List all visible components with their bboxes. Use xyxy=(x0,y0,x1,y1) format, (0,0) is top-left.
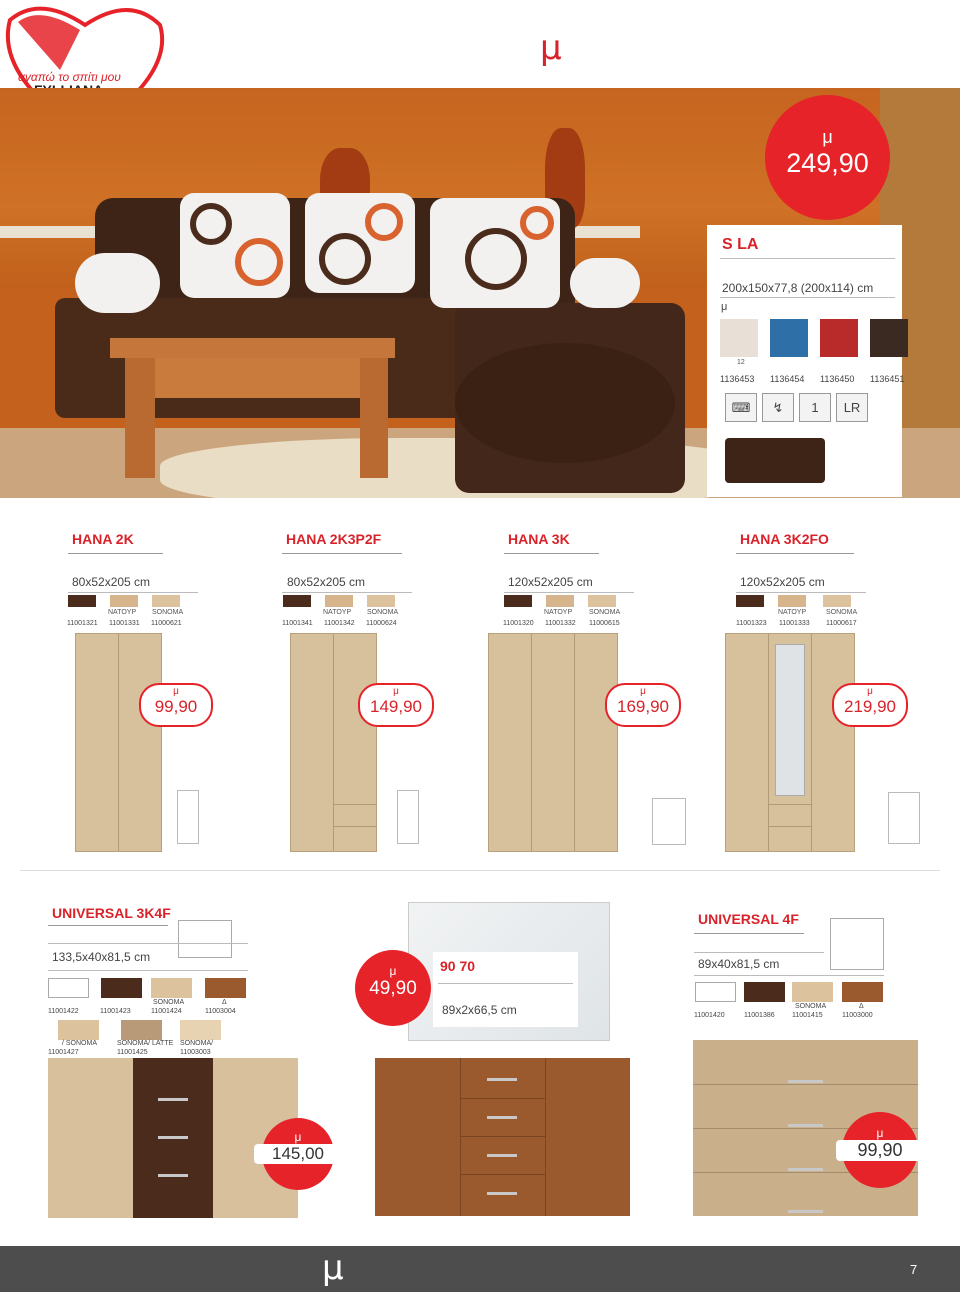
mirror-price-badge xyxy=(355,950,431,1026)
chip-label-sonoma: SONOMA xyxy=(152,609,184,616)
fabric-number: 12 xyxy=(737,359,745,366)
price-value: 169,90 xyxy=(617,697,669,716)
sofa-mu-label: μ xyxy=(721,301,728,313)
product-code: 11001342 xyxy=(324,620,355,627)
fabric-code: 1136454 xyxy=(770,374,805,384)
product-code: 11001331 xyxy=(109,620,140,627)
product-code: 11000617 xyxy=(826,620,857,627)
logo-tagline: αγαπώ το σπίτι μου xyxy=(18,70,121,84)
universal-3k4f-price-badge xyxy=(262,1118,334,1190)
chip-label-natoyp: NATOYP xyxy=(108,609,137,616)
fabric-swatch xyxy=(820,319,858,357)
number-one-icon: 1 xyxy=(799,393,831,422)
color-chip-wenge xyxy=(283,595,311,607)
chip-label-natoyp: NATOYP xyxy=(544,609,573,616)
universal-4f-title: UNIVERSAL 4F xyxy=(698,911,799,927)
chip-label-sonoma: SONOMA xyxy=(795,1003,827,1010)
price-mu: μ xyxy=(876,1126,884,1140)
chip-label-sonoma: SONOMA xyxy=(589,609,621,616)
color-chip-sonoma xyxy=(588,595,616,607)
product-code: 11001333 xyxy=(779,620,810,627)
product-code: 11001420 xyxy=(694,1012,725,1019)
left-right-icon: LR xyxy=(836,393,868,422)
universal-3k4f-title: UNIVERSAL 3K4F xyxy=(52,905,171,921)
chip-label: / SONOMA xyxy=(62,1040,98,1047)
color-chip-wenge xyxy=(68,595,96,607)
chip-label: SONOMA/ xyxy=(180,1040,214,1047)
fabric-number: 15 xyxy=(837,359,845,366)
footer-title: μ xyxy=(322,1248,344,1288)
color-chip-sonoma xyxy=(367,595,395,607)
product-code: 11001320 xyxy=(503,620,534,627)
wardrobe-image xyxy=(725,633,855,852)
color-chip-wenge xyxy=(736,595,764,607)
color-chip-sonoma-latte xyxy=(121,1020,162,1040)
wardrobe-price-badge xyxy=(605,683,681,727)
product-code: 11001323 xyxy=(736,620,767,627)
wardrobe-dimensions: 80x52x205 cm xyxy=(72,575,151,589)
page-title: μ xyxy=(540,28,562,68)
color-chip-sonoma xyxy=(792,982,833,1002)
wardrobe-dimensions: 80x52x205 cm xyxy=(287,575,366,589)
product-code: 11000615 xyxy=(589,620,620,627)
price-mu: μ xyxy=(640,686,646,697)
wardrobe-price-badge xyxy=(358,683,434,727)
price-value: 49,90 xyxy=(369,978,417,999)
product-code: 11001332 xyxy=(545,620,576,627)
product-code: 11001427 xyxy=(48,1049,79,1056)
sideboard-thumbnail xyxy=(178,920,232,958)
color-chip-sonoma xyxy=(823,595,851,607)
price-value: 149,90 xyxy=(370,697,422,716)
color-chip-sonoma xyxy=(152,595,180,607)
footer-bar xyxy=(0,1246,960,1292)
wardrobe-title: HANA 2K3P2F xyxy=(286,531,382,547)
color-chip-sonoma xyxy=(151,978,192,998)
wardrobe-image xyxy=(75,633,162,852)
color-chip-natoyp xyxy=(546,595,574,607)
wardrobe-title: HANA 3K xyxy=(508,531,570,547)
price-mu: μ xyxy=(173,686,179,697)
fabric-swatch xyxy=(870,319,908,357)
product-code: 11001415 xyxy=(792,1012,823,1019)
sofa-bed-thumbnail xyxy=(725,438,825,483)
sofa-price-value: 249,90 xyxy=(786,148,869,178)
universal-4f-price-badge xyxy=(842,1112,918,1188)
product-code: 11003004 xyxy=(205,1008,236,1015)
price-mu: μ xyxy=(867,686,873,697)
wardrobe-interior-thumbnail xyxy=(888,792,920,844)
product-code: 11001341 xyxy=(282,620,313,627)
chip-label-delta: Δ xyxy=(859,1003,864,1010)
wardrobe-interior-thumbnail xyxy=(177,790,199,844)
universal-4f-dimensions: 89x40x81,5 cm xyxy=(698,957,780,971)
color-chip-natoyp xyxy=(110,595,138,607)
storage-icon: ↯ xyxy=(762,393,794,422)
product-code: 11001423 xyxy=(100,1008,131,1015)
chip-label-sonoma: SONOMA xyxy=(153,999,185,1006)
fabric-number: 14 xyxy=(787,359,795,366)
wardrobe-title: HANA 2K xyxy=(72,531,134,547)
price-mu: μ xyxy=(389,964,397,978)
product-code: 11000624 xyxy=(366,620,397,627)
color-chip-wenge xyxy=(101,978,142,998)
fabric-code: 1136453 xyxy=(720,374,755,384)
keyboard-icon: ⌨ xyxy=(725,393,757,422)
chip-label-sonoma: SONOMA xyxy=(826,609,858,616)
universal-3k4f-image xyxy=(48,1058,298,1218)
color-chip-walnut xyxy=(842,982,883,1002)
product-code: 11001425 xyxy=(117,1049,148,1056)
wardrobe-dimensions: 120x52x205 cm xyxy=(740,575,825,589)
divider xyxy=(720,258,895,259)
sofa-price-badge xyxy=(765,95,890,220)
price-value: 219,90 xyxy=(844,697,896,716)
color-chip-wenge xyxy=(744,982,785,1002)
fabric-swatch xyxy=(770,319,808,357)
wardrobe-dimensions: 120x52x205 cm xyxy=(508,575,593,589)
chip-label: SONOMA/ LATTE xyxy=(117,1040,174,1047)
chip-label-delta: Δ xyxy=(222,999,227,1006)
sofa-price-mu: μ xyxy=(822,127,833,147)
wardrobe-interior-thumbnail xyxy=(652,798,686,845)
color-chip-wenge xyxy=(504,595,532,607)
product-code: 11001422 xyxy=(48,1008,79,1015)
product-code: 11001321 xyxy=(67,620,98,627)
mirror-dimensions: 89x2x66,5 cm xyxy=(442,1003,517,1017)
product-code: 11003003 xyxy=(180,1049,211,1056)
fabric-swatch xyxy=(720,319,758,357)
sideboard-image xyxy=(375,1058,630,1216)
product-code: 11001386 xyxy=(744,1012,775,1019)
color-chip-white-sonoma xyxy=(58,1020,99,1040)
color-chip-white xyxy=(695,982,736,1002)
sofa-title: S LA xyxy=(722,236,759,253)
color-chip-white xyxy=(48,978,89,998)
universal-3k4f-dimensions: 133,5x40x81,5 cm xyxy=(52,950,151,964)
price-value: 99,90 xyxy=(836,1140,924,1161)
color-chip-natoyp xyxy=(325,595,353,607)
color-chip-walnut xyxy=(205,978,246,998)
color-chip-natoyp xyxy=(778,595,806,607)
divider xyxy=(720,297,895,298)
chest-thumbnail xyxy=(830,918,884,970)
wardrobe-price-badge xyxy=(832,683,908,727)
wardrobe-price-badge xyxy=(139,683,213,727)
price-mu: μ xyxy=(294,1130,302,1144)
section-divider xyxy=(20,870,940,871)
chip-label-natoyp: NATOYP xyxy=(323,609,352,616)
sofa-dimensions: 200x150x77,8 (200x114) cm xyxy=(722,281,874,295)
product-code: 11001424 xyxy=(151,1008,182,1015)
page-number: 7 xyxy=(910,1262,918,1277)
price-value: 145,00 xyxy=(254,1144,342,1164)
wardrobe-image xyxy=(290,633,377,852)
chip-label-sonoma: SONOMA xyxy=(367,609,399,616)
product-code: 11003000 xyxy=(842,1012,873,1019)
product-code: 11000621 xyxy=(151,620,182,627)
chip-label-natoyp: NATOYP xyxy=(778,609,807,616)
fabric-number: 16 xyxy=(887,359,895,366)
price-value: 99,90 xyxy=(154,697,198,716)
fabric-code: 1136451 xyxy=(870,374,905,384)
price-mu: μ xyxy=(393,686,399,697)
wardrobe-title: HANA 3K2FO xyxy=(740,531,829,547)
wardrobe-interior-thumbnail xyxy=(397,790,419,844)
mirror-title: 90 70 xyxy=(440,958,476,974)
color-chip-sonoma-mix xyxy=(180,1020,221,1040)
wardrobe-image xyxy=(488,633,618,852)
fabric-code: 1136450 xyxy=(820,374,855,384)
